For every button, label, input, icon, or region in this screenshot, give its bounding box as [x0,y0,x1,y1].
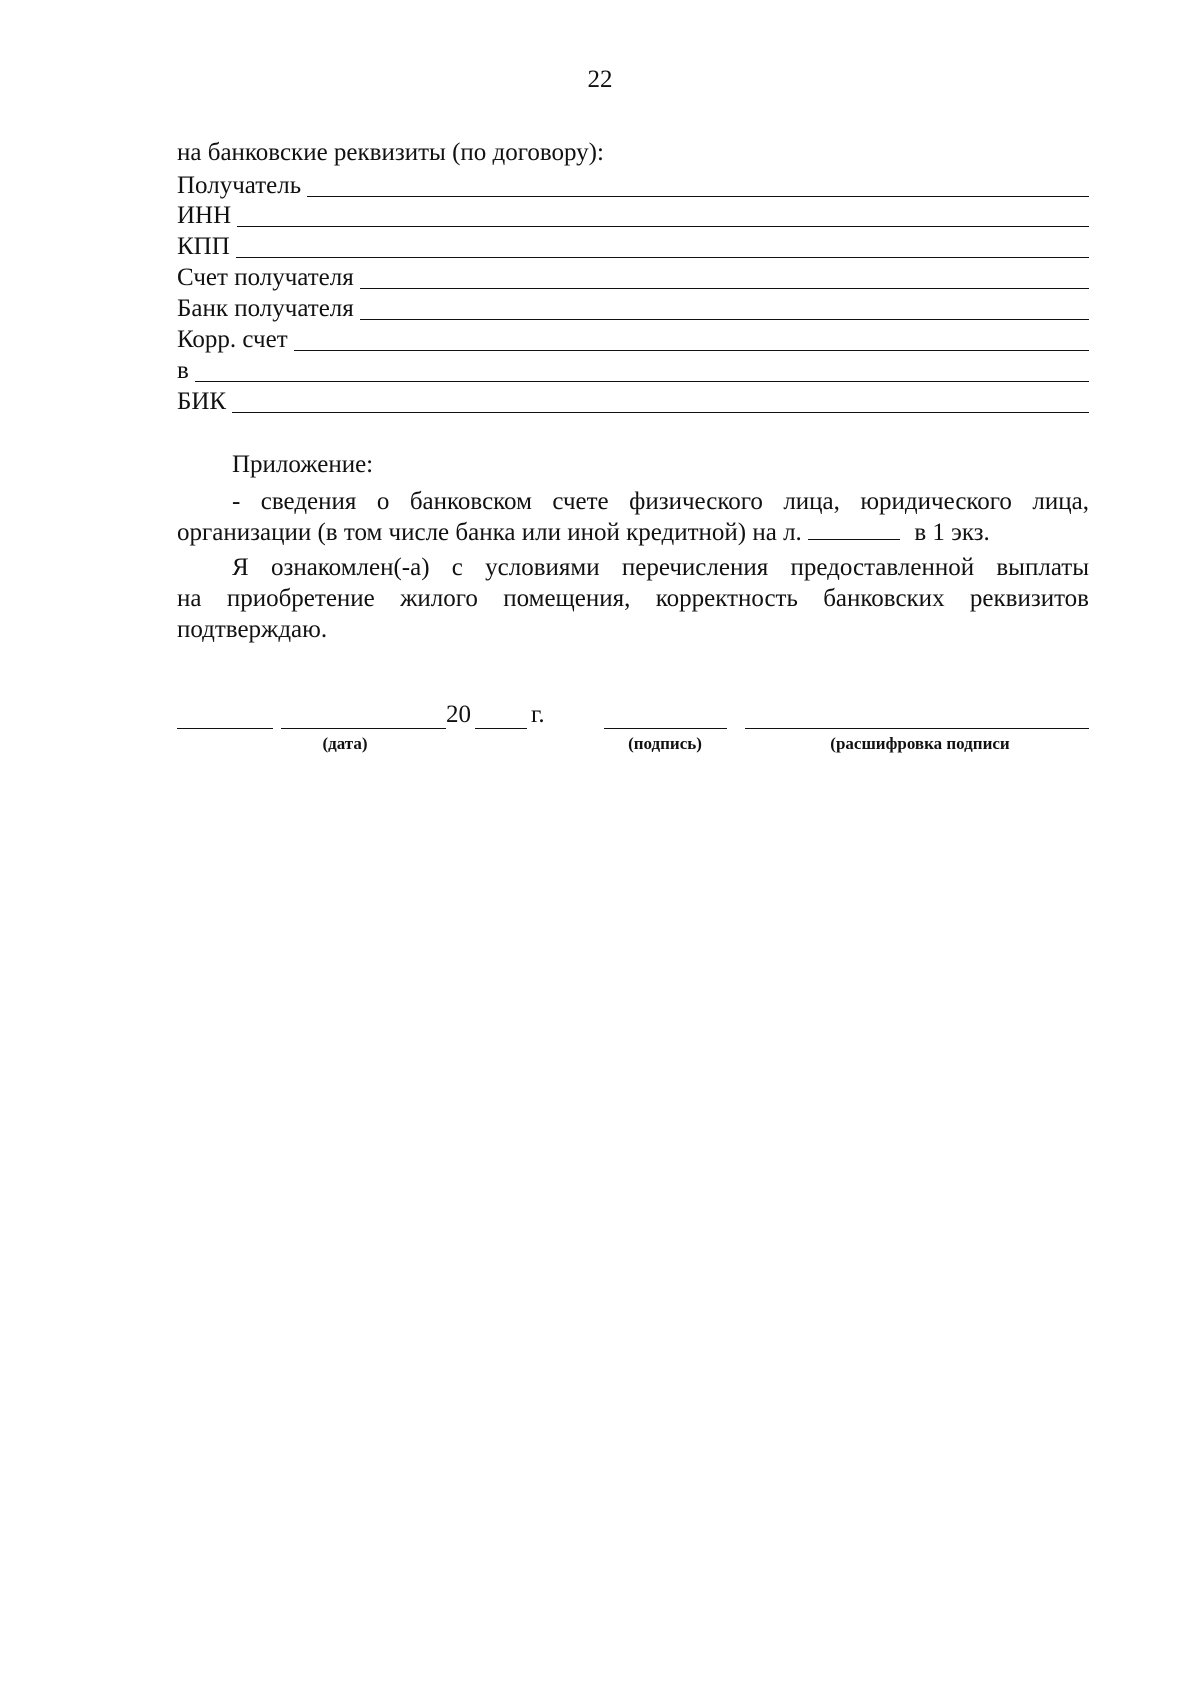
blank-line[interactable] [236,235,1089,258]
field-inn [177,200,1089,230]
attachment-text: организации (в том числе банка или иной кредитной) на л. [177,519,802,546]
sheet-count-blank[interactable] [808,519,900,540]
ack-line-3 [177,614,1089,645]
field-label: Счет получателя [177,264,354,291]
blank-line[interactable] [360,297,1089,320]
bank-details-intro: на банковские реквизиты (по договору): [177,139,604,166]
attachment-line-2 [177,517,1089,548]
attachment-text: - сведения о банковском счете физического лица, юридического лица, [232,488,1089,515]
ack-line-1 [177,552,1089,583]
field-label: Банк получателя [177,295,354,322]
signature-decoding-blank[interactable] [745,728,1089,729]
caption-decoding: (расшифровка подписи [830,734,1010,753]
field-corr-account [177,324,1089,354]
field-label: Корр. счет [177,326,288,353]
date-year-suffix: г. [531,701,545,728]
field-bik [177,386,1089,416]
caption-date: (дата) [322,734,368,753]
page-number: 22 [587,66,613,93]
ack-text: Я ознакомлен(-а) с условиями перечисления предоставленной выплаты [232,554,1089,581]
field-recipient [177,170,1089,200]
blank-line[interactable] [232,390,1089,413]
attachment-title: Приложение: [232,451,374,478]
date-month-blank[interactable] [281,728,446,729]
field-label: Получатель [177,172,302,199]
blank-line[interactable] [294,328,1089,351]
field-in [177,355,1089,385]
blank-line[interactable] [195,359,1089,382]
ack-line-2 [177,583,1089,614]
signature-blank[interactable] [604,728,727,729]
date-year-blank[interactable] [475,728,527,729]
blank-line[interactable] [307,174,1089,197]
field-recipient-bank [177,293,1089,323]
attachment-copies: в 1 экз. [914,519,990,546]
attachment-line-1 [177,486,1089,517]
field-kpp [177,231,1089,261]
field-label: в [177,357,189,384]
field-recipient-account [177,262,1089,292]
blank-line[interactable] [360,266,1089,289]
caption-signature: (подпись) [628,734,702,753]
field-label: КПП [177,233,230,260]
blank-line[interactable] [237,204,1089,227]
ack-text: подтверждаю. [177,616,328,643]
date-day-blank[interactable] [177,728,273,729]
ack-text: на приобретение жилого помещения, корректность банковских реквизитов [177,585,1089,612]
date-year-prefix: 20 [446,701,471,728]
field-label: ИНН [177,202,232,229]
field-label: БИК [177,388,227,415]
